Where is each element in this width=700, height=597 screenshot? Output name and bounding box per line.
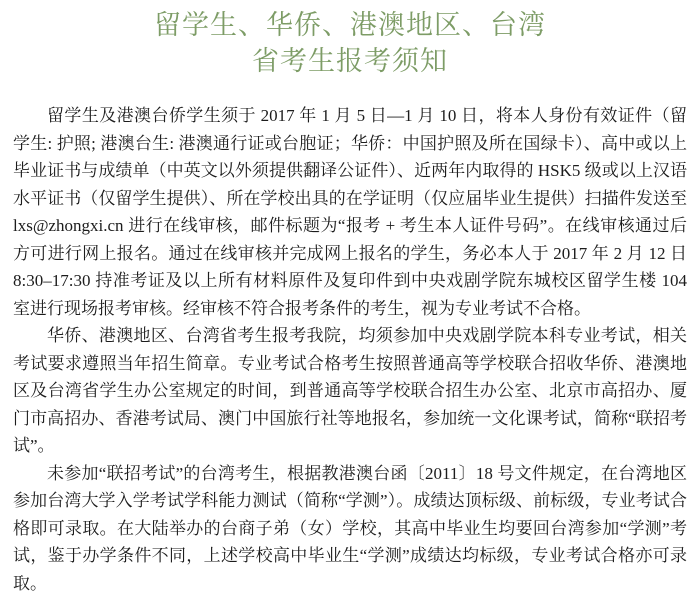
paragraph-online-review: 留学生及港澳台侨学生须于 2017 年 1 月 5 日—1 月 10 日，将本人身份有效证件（留学生: 护照; 港澳台生: 港澳通行证或台胞证；华侨：中国护照及所在国绿卡）、高中或以上毕业证书与成绩单（中英文以外须提供翻译公证件）、近两年内取得的 HSK5 级或以上汉语水平证书（仅留学生提供）、所在学校出具的在学证明（仅应届毕业生提供）扫描件发送至 lxs@zhongxi.cn 进行在线审核，邮件标题为“报考 + 考生本人证件号码”。在线审核通过后方可进行网上报名。通过在线审核并完成网上报名的学生，务必本人于 2017 年 2 月 12 日 8:30–17:30 持准考证及以上所有材料原件及复印件到中央戏剧学院东城校区留学生楼 104 室进行现场报考审核。经审核不符合报考条件的考生，视为专业考试不合格。 — [13, 102, 687, 322]
paragraph-taiwan-xuece: 未参加“联招考试”的台湾考生，根据教港澳台函〔2011〕18 号文件规定，在台湾地区参加台湾大学入学考试学科能力测试（简称“学测”）。成绩达顶标级、前标级，专业考试合格即可录取。在大陆举办的台商子弟（女）学校，其高中毕业生均要回台湾参加“学测”考试，鉴于办学条件不同，上述学校高中毕业生“学测”成绩达均标级，专业考试合格亦可录取。 — [13, 460, 687, 597]
notice-body — [13, 102, 687, 597]
page-title-line2: 省考生报考须知 — [13, 44, 687, 80]
page-title-line1: 留学生、华侨、港澳地区、台湾 — [13, 8, 687, 44]
page-title — [13, 8, 687, 80]
paragraph-joint-admission-exam: 华侨、港澳地区、台湾省考生报考我院，均须参加中央戏剧学院本科专业考试，相关考试要求遵照当年招生简章。专业考试合格考生按照普通高等学校联合招收华侨、港澳地区及台湾省学生办公室规定的时间，到普通高等学校联合招生办公室、北京市高招办、厦门市高招办、香港考试局、澳门中国旅行社等地报名，参加统一文化课考试，简称“联招考试”。 — [13, 322, 687, 460]
